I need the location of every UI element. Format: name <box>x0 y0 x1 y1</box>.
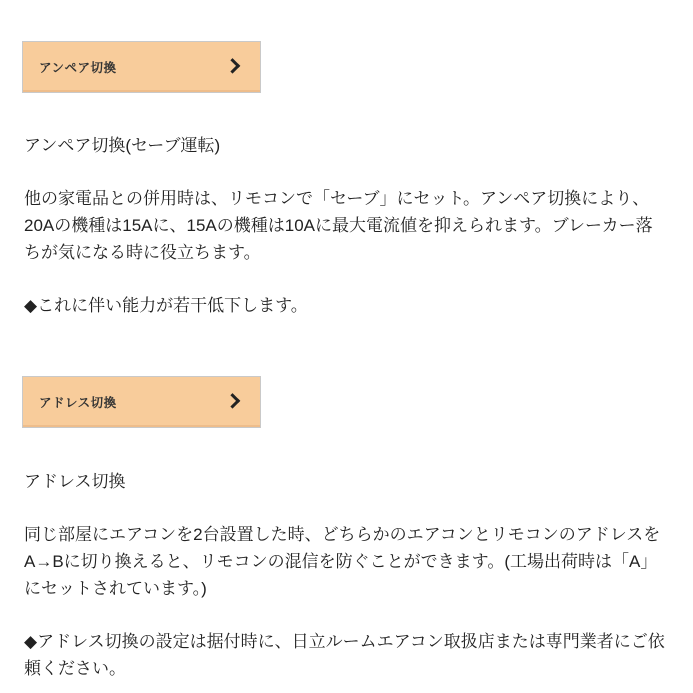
address-section-note: ◆アドレス切換の設定は据付時に、日立ルームエアコン取扱店または専門業者にご依頼ください。 <box>24 632 665 678</box>
section-ampere-switch <box>0 41 693 319</box>
ampere-switch-button[interactable] <box>22 41 261 93</box>
section-address-switch <box>0 376 693 682</box>
chevron-right-icon <box>225 58 241 74</box>
chevron-right-icon <box>225 393 241 409</box>
ampere-switch-button-label: アンペア切換 <box>39 61 117 75</box>
address-section-heading: アドレス切換 <box>24 472 126 491</box>
address-switch-button[interactable] <box>22 376 261 428</box>
ampere-section-body: 他の家電品との併用時は、リモコンで「セーブ」にセット。アンペア切換により、20Aの機種は15Aに、15Aの機種は10Aに最大電流値を抑えられます。ブレーカー落ちが気になる時に役立ちます。 <box>24 189 653 262</box>
address-switch-button-label: アドレス切換 <box>39 396 117 410</box>
address-section-body: 同じ部屋にエアコンを2台設置した時、どちらかのエアコンとリモコンのアドレスをA→Bに切り換えると、リモコンの混信を防ぐことができます。(工場出荷時は「A」にセットされています。) <box>24 525 661 598</box>
ampere-section-heading: アンペア切換(セーブ運転) <box>24 136 221 155</box>
ampere-section-note: ◆これに伴い能力が若干低下します。 <box>24 296 308 315</box>
